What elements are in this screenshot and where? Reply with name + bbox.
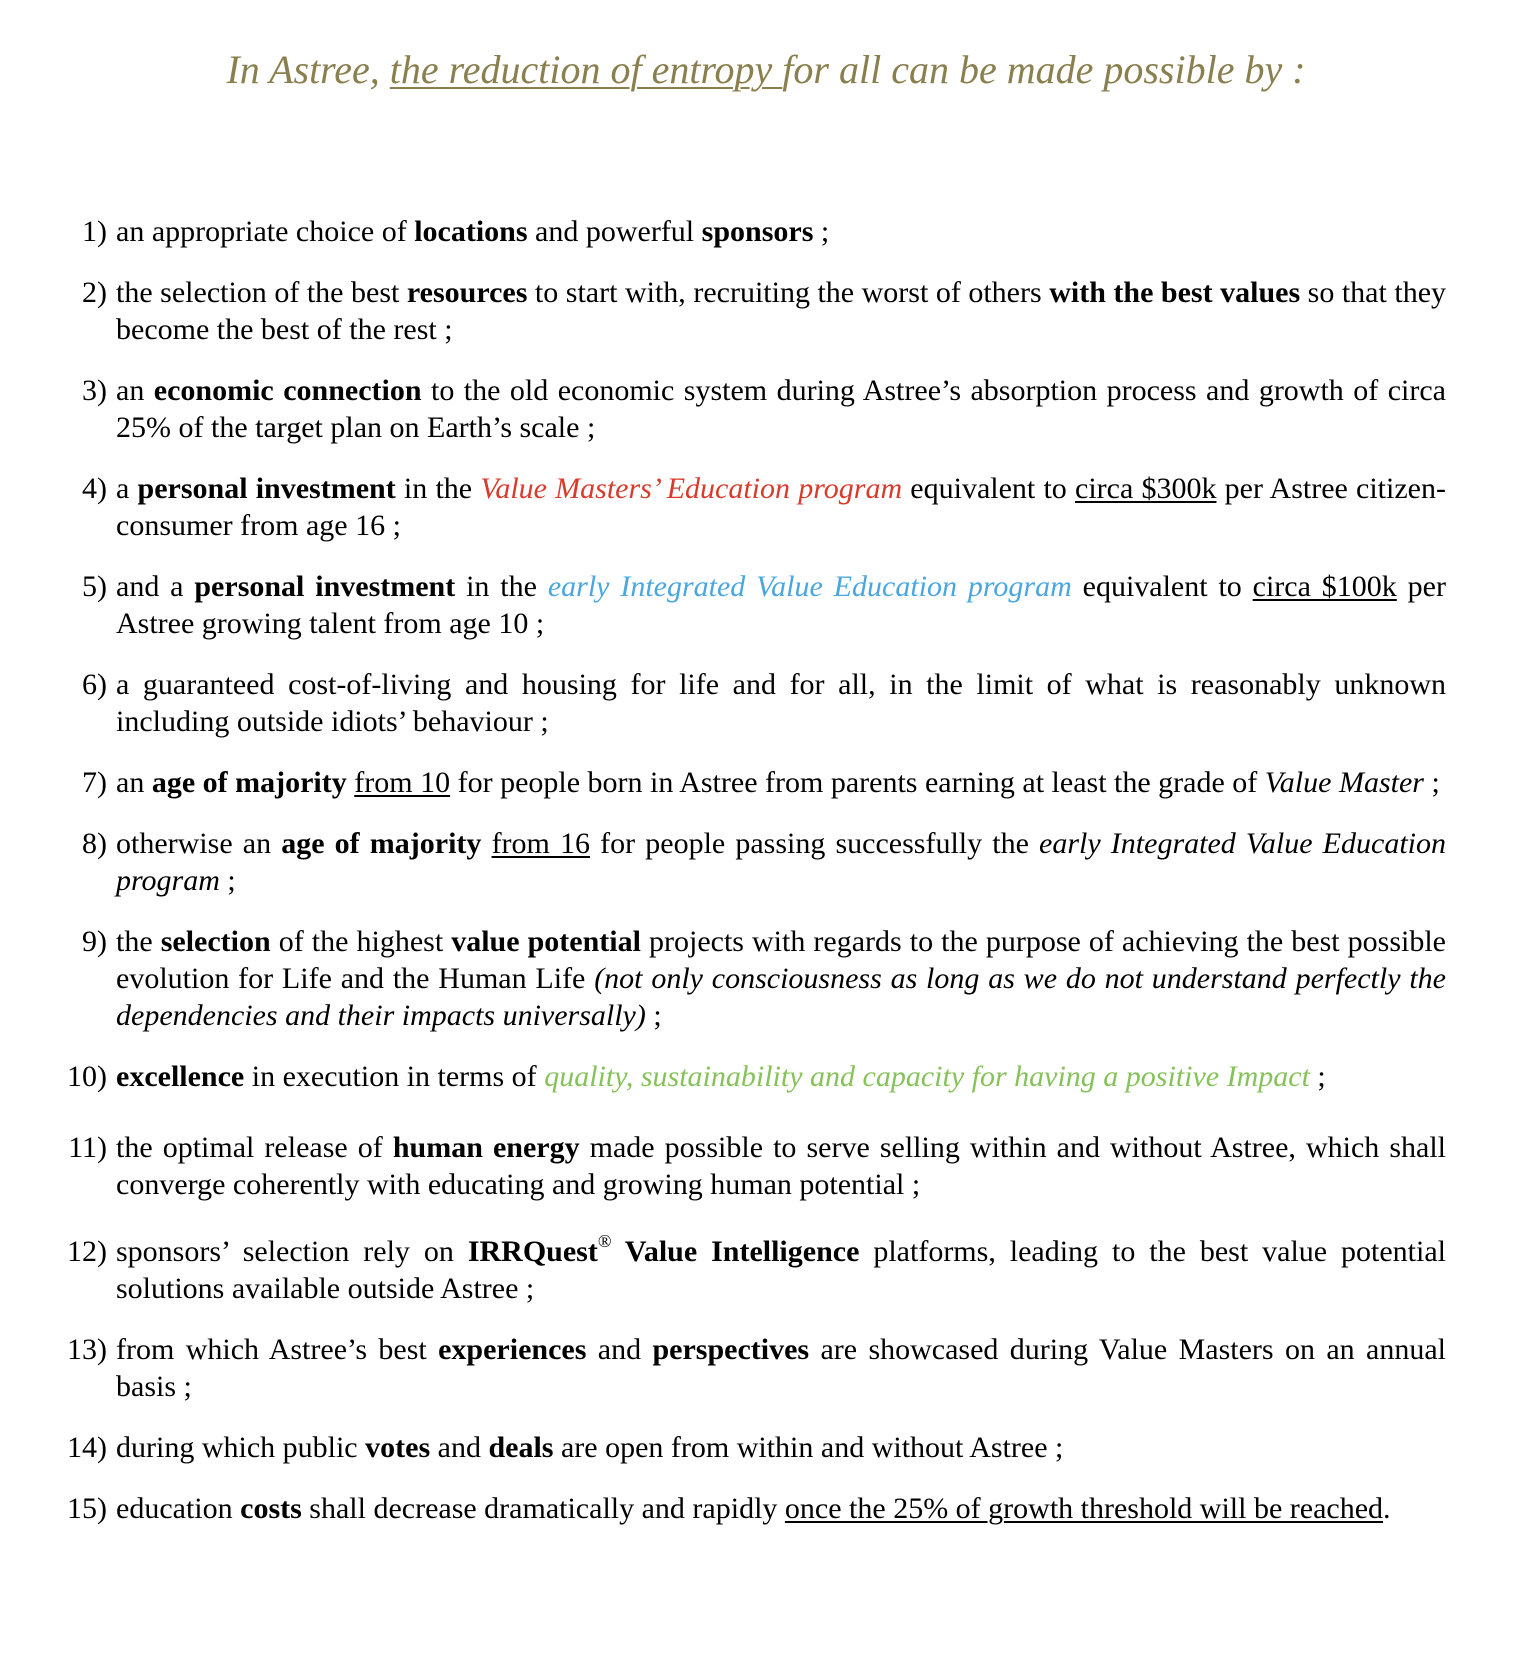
bold-term: selection: [160, 925, 271, 958]
text-segment: otherwise an: [116, 827, 282, 860]
list-item-text: [116, 666, 1446, 740]
list-item-number: 5): [82, 570, 107, 603]
text-segment: ;: [1309, 1060, 1326, 1093]
bold-term: sponsors: [701, 215, 814, 248]
list-item-text: [116, 372, 1446, 446]
list-item-number: 15): [67, 1492, 107, 1525]
text-segment: ;: [645, 999, 662, 1032]
bold-term: perspectives: [652, 1333, 810, 1366]
text-segment: and: [430, 1431, 489, 1464]
list-item-number: 9): [82, 925, 107, 958]
text-segment: ;: [219, 864, 236, 897]
list-item: [0, 1058, 1532, 1095]
text-segment: Value Master: [1264, 766, 1424, 799]
text-segment: sponsors’ selection rely on: [116, 1235, 468, 1268]
bold-term: locations: [414, 215, 528, 248]
text-segment: platforms, leading to the best value potential solutions available outside Astree ;: [116, 1235, 1447, 1305]
list-item: [0, 825, 1532, 899]
list-item: [0, 1129, 1532, 1203]
text-segment: to start with, recruiting the worst of others: [527, 276, 1050, 309]
list-item: [0, 764, 1532, 801]
list-item-text: [116, 825, 1446, 899]
text-segment: and: [586, 1333, 653, 1366]
underlined-phrase: once the 25% of growth threshold will be reached: [784, 1492, 1384, 1525]
list-item: [0, 666, 1532, 740]
text-segment: shall decrease dramatically and rapidly: [301, 1492, 785, 1525]
program-name: early Integrated Value Education program: [547, 570, 1072, 603]
title-prefix: In Astree,: [226, 47, 390, 92]
title-underlined-phrase: the reduction of entropy: [389, 47, 783, 92]
text-segment: during which public: [116, 1431, 366, 1464]
text-segment: in the: [455, 570, 548, 603]
list-item: [0, 213, 1532, 250]
bold-term: human energy: [392, 1131, 580, 1164]
program-name: quality, sustainability and capacity for having a positive Impact: [544, 1060, 1310, 1093]
list-item-number: 11): [68, 1131, 107, 1164]
list-item-number: 2): [82, 276, 107, 309]
list-item-text: [116, 213, 1446, 250]
text-segment: per Astree citizen-consumer from age 16 ;: [116, 472, 1446, 542]
list-item-text: [116, 1129, 1446, 1203]
text-segment: a guaranteed cost-of-living and housing for life and for all, in the limit of what is reasonably unknown including outside idiots’ behaviour ;: [116, 668, 1446, 738]
bold-term: with the best values: [1049, 276, 1301, 309]
text-segment: early Integrated Value Education program: [116, 827, 1446, 897]
text-segment: (not only consciousness as long as we do not understand perfectly the dependencies and their impacts universally): [116, 962, 1446, 1032]
bold-term: Value Intelligence: [611, 1235, 860, 1268]
text-segment: to the old economic system during Astree’s absorption process and growth of circa 25% of the target plan on Earth’s scale ;: [116, 374, 1446, 444]
list-item: [0, 568, 1532, 642]
program-name: Value Masters’ Education program: [480, 472, 903, 505]
text-segment: for people born in Astree from parents earning at least the grade of: [450, 766, 1265, 799]
text-segment: the optimal release of: [116, 1131, 393, 1164]
list-item: [0, 923, 1532, 1034]
list-item-text: [116, 1490, 1446, 1527]
text-segment: the: [116, 925, 161, 958]
bold-term: experiences: [438, 1333, 587, 1366]
text-segment: for people passing successfully the: [590, 827, 1040, 860]
bold-term: personal investment: [137, 472, 396, 505]
text-segment: so that they become the best of the rest ;: [116, 276, 1447, 346]
bold-term: excellence: [116, 1060, 245, 1093]
underlined-phrase: from 16: [491, 827, 591, 860]
text-segment: equivalent to: [1071, 570, 1253, 603]
list-item-number: 1): [82, 215, 107, 248]
list-item-number: 6): [82, 668, 107, 701]
list-item: [0, 470, 1532, 544]
text-segment: projects with regards to the purpose of achieving the best possible evolution for Life and the Human Life: [116, 925, 1446, 995]
text-segment: and a: [116, 570, 195, 603]
underlined-phrase: circa $300k: [1075, 472, 1217, 505]
list-item-text: [116, 470, 1446, 544]
list-item-number: 4): [82, 472, 107, 505]
list-item-number: 13): [67, 1333, 107, 1366]
list-item-number: 10): [67, 1060, 107, 1093]
bold-term: value potential: [451, 925, 641, 958]
list-item-text: [116, 1233, 1446, 1307]
bold-term: age of majority: [281, 827, 482, 860]
text-segment: from which Astree’s best: [116, 1333, 439, 1366]
list-item: [0, 1331, 1532, 1405]
text-segment: education: [116, 1492, 241, 1525]
list-item: [0, 372, 1532, 446]
bold-term: costs: [240, 1492, 302, 1525]
list-item-number: 14): [67, 1431, 107, 1464]
text-segment: of the highest: [270, 925, 452, 958]
bold-term: resources: [406, 276, 528, 309]
list-item-text: [116, 568, 1446, 642]
list-item-text: [116, 764, 1446, 801]
registered-mark: ®: [597, 1231, 612, 1251]
list-item-text: [116, 1429, 1446, 1466]
list-item: [0, 1429, 1532, 1466]
text-segment: are showcased during Value Masters on an annual basis ;: [116, 1333, 1446, 1403]
text-segment: an: [116, 374, 154, 407]
text-segment: .: [1383, 1492, 1391, 1525]
text-segment: the selection of the best: [116, 276, 407, 309]
bold-term: deals: [488, 1431, 554, 1464]
text-segment: ;: [813, 215, 830, 248]
list-item-number: 7): [82, 766, 107, 799]
list-item-number: 8): [82, 827, 107, 860]
text-segment: per Astree growing talent from age 10 ;: [116, 570, 1446, 640]
bold-term: personal investment: [194, 570, 456, 603]
list-item-text: [116, 923, 1446, 1034]
list-item-number: 3): [82, 374, 107, 407]
text-segment: equivalent to: [902, 472, 1075, 505]
enumerated-list: [0, 213, 1532, 1551]
list-item-text: [116, 1058, 1446, 1095]
title-suffix: for all can be made possible by :: [782, 47, 1306, 92]
underlined-phrase: circa $100k: [1252, 570, 1397, 603]
text-segment: an appropriate choice of: [116, 215, 415, 248]
text-segment: in execution in terms of: [244, 1060, 545, 1093]
text-segment: are open from within and without Astree ;: [553, 1431, 1064, 1464]
text-segment: ;: [1423, 766, 1440, 799]
text-segment: in the: [395, 472, 481, 505]
page-title: [0, 44, 1532, 96]
text-segment: a: [116, 472, 138, 505]
list-item: [0, 1233, 1532, 1307]
bold-term: age of majority: [151, 766, 347, 799]
list-item: [0, 274, 1532, 348]
list-item-text: [116, 1331, 1446, 1405]
text-segment: made possible to serve selling within and without Astree, which shall converge coherently with educating and growing human potential ;: [116, 1131, 1446, 1201]
bold-term: IRRQuest: [467, 1235, 598, 1268]
underlined-phrase: from 10: [354, 766, 451, 799]
text-segment: and powerful: [527, 215, 702, 248]
list-item-text: [116, 274, 1446, 348]
bold-term: economic connection: [153, 374, 422, 407]
bold-term: votes: [365, 1431, 431, 1464]
list-item: [0, 1490, 1532, 1527]
text-segment: [481, 827, 491, 860]
text-segment: an: [116, 766, 152, 799]
list-item-number: 12): [67, 1235, 107, 1268]
